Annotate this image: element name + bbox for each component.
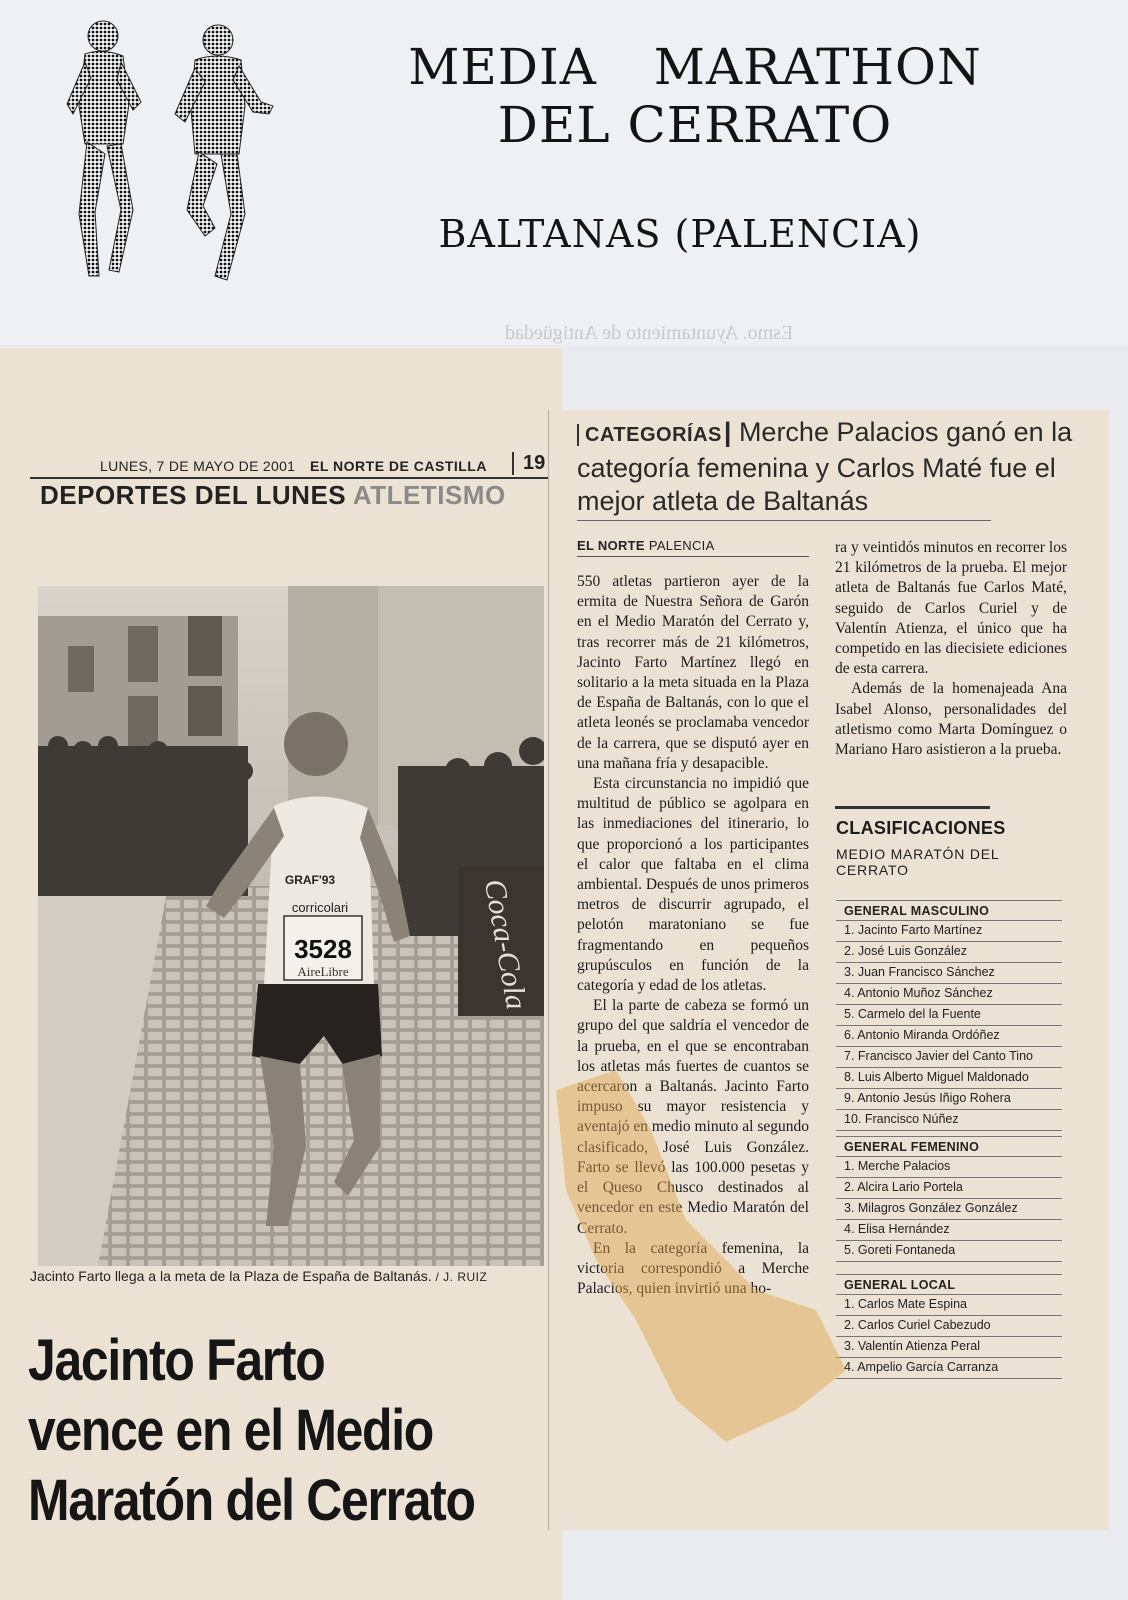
photo-caption (30, 1268, 487, 1284)
result-row: 9. Antonio Jesús Iñigo Rohera (836, 1089, 1062, 1110)
paragraph: En la categoría femenina, la victoria correspondió a Merche Palacios, quien invirtió una ho- (577, 1239, 809, 1298)
byline-city: PALENCIA (648, 538, 715, 553)
show-through-text: Esmo. Ayuntamiento de Antigüedad (505, 322, 794, 344)
header-sheet (0, 0, 1128, 345)
right-clipping (548, 410, 1109, 1530)
banner-text: Coca-Cola (477, 876, 534, 1013)
photo-credit: / J. RUIZ (435, 1270, 488, 1284)
caption-text: Jacinto Farto llega a la meta de la Plaza de España de Baltanás. (30, 1268, 432, 1284)
masthead-paper: EL NORTE DE CASTILLA (310, 458, 487, 474)
paragraph: Esta circunstancia no impidió que multitud de público se agolpara en las inmediaciones del itinerario, lo que proporcionó a los participantes el calor que faltaba en el clima ambiental. Después de unos primeros metros de discurrir agrupado, el pelotón maratoniano se fue fragmentando en pequeños grupúsculos en función de la categoría y edad de los atletas. (577, 775, 810, 995)
article-column-2 (835, 538, 1067, 760)
article-tag: CATEGORÍAS (577, 424, 722, 446)
masthead (100, 452, 550, 478)
result-row: 5. Carmelo del la Fuente (836, 1005, 1062, 1026)
result-row: 10. Francisco Núñez (836, 1110, 1062, 1131)
article-column-1 (577, 572, 809, 1299)
paragraph: El la parte de cabeza se formó un grupo del que saldría el vencedor de la prueba, en el que se encontraban los atletas más fuertes de cuantos se acercaron a Baltanás. Jacinto Farto impuso su mayor resistencia y aventajó en medio minuto al segundo clasificado, José Luis González. Farto se llevó las 100.000 pesetas y el Queso Chusco destinados al vencedor en este Medio Maratón del Cerrato. (577, 997, 810, 1237)
result-row: 8. Luis Alberto Miguel Maldonado (836, 1068, 1062, 1089)
result-row: 5. Goreti Fontaneda (836, 1241, 1062, 1262)
results-men-heading: GENERAL MASCULINO (836, 900, 1062, 921)
result-row: 2. Alcira Lario Portela (836, 1178, 1062, 1199)
results-title: CLASIFICACIONES (836, 818, 1006, 838)
headline (28, 1326, 484, 1536)
left-clipping (0, 348, 562, 1600)
result-row: 1. Carlos Mate Espina (836, 1295, 1062, 1316)
headline-line1: Jacinto Farto (28, 1328, 325, 1393)
result-row: 7. Francisco Javier del Canto Tino (836, 1047, 1062, 1068)
header-subtitle: BALTANAS (PALENCIA) (438, 212, 922, 256)
result-row: 1. Jacinto Farto Martínez (836, 921, 1062, 942)
result-row: 6. Antonio Miranda Ordóñez (836, 1026, 1062, 1047)
article-headline: Merche Palacios ganó en la categoría femenina y Carlos Maté fue el mejor atleta de Baltanás (577, 417, 1073, 516)
paragraph: 550 atletas partieron ayer de la ermita de Nuestra Señora de Garón en el Medio Maratón del Cerrato y, tras recorrer más de 21 kilómetros, Jacinto Farto Martínez llegó en solitario a la meta situada en la Plaza de España de Baltanás, con lo que el atleta leonés se proclamaba vencedor de la carrera, que se disputó ayer en una mañana fría y desapacible. (577, 573, 809, 772)
result-row: 4. Antonio Muñoz Sánchez (836, 984, 1062, 1005)
headline-line3: Maratón del Cerrato (28, 1468, 475, 1533)
section-label (40, 480, 506, 511)
masthead-page: 19 (512, 452, 545, 475)
runners-illustration (55, 14, 290, 294)
results-local (836, 1274, 1062, 1379)
result-row: 1. Merche Palacios (836, 1157, 1062, 1178)
results-rule (835, 806, 990, 809)
results-men (836, 900, 1062, 1131)
masthead-date: LUNES, 7 DE MAYO DE 2001 (100, 458, 296, 474)
results-women (836, 1136, 1062, 1262)
shirt-sponsor: corricolari (291, 900, 349, 915)
results-local-heading: GENERAL LOCAL (836, 1274, 1062, 1295)
results-women-heading: GENERAL FEMENINO (836, 1136, 1062, 1157)
section-name: DEPORTES DEL LUNES (40, 480, 347, 510)
header-title-line2: DEL CERRATO (497, 96, 893, 154)
section-topic: ATLETISMO (352, 480, 506, 510)
result-row: 2. Carlos Curiel Cabezudo (836, 1316, 1062, 1337)
result-row: 4. Ampelio García Carranza (836, 1358, 1062, 1379)
byline-paper: EL NORTE (577, 538, 645, 553)
paragraph: Además de la homenajeada Ana Isabel Alonso, personalidades del atletismo como Marta Domínguez o Mariano Haro asistieron a la prueba. (835, 680, 1067, 759)
article-head: CATEGORÍAS| Merche Palacios ganó en la categoría femenina y Carlos Maté fue el mejor atleta de Baltanás (577, 417, 1073, 516)
head-rule (577, 520, 991, 521)
header-title (380, 38, 1010, 154)
result-row: 2. José Luis González (836, 942, 1062, 963)
bib-number: 3528 (294, 934, 352, 964)
result-row: 3. Valentín Atienza Peral (836, 1337, 1062, 1358)
header-title-line1: MEDIA MARATHON (408, 38, 982, 96)
result-row: 3. Milagros González González (836, 1199, 1062, 1220)
results-subtitle: MEDIO MARATÓN DEL CERRATO (836, 846, 999, 878)
result-row: 4. Elisa Hernández (836, 1220, 1062, 1241)
bib-sponsor: AireLibre (297, 964, 349, 979)
byline-rule (577, 556, 809, 557)
headline-line2: vence en el Medio (28, 1398, 433, 1463)
shirt-text: GRAF'93 (284, 873, 336, 887)
paragraph: ra y veintidós minutos en recorrer los 21 kilómetros de la prueba. El mejor atleta de Baltanás fue Carlos Maté, seguido de Carlos Curiel y de Valentín Atienza, el único que ha competido en las diecisiete ediciones de esta carrera. (835, 539, 1067, 678)
result-row: 3. Juan Francisco Sánchez (836, 963, 1062, 984)
byline (577, 538, 715, 553)
masthead-rule (30, 477, 550, 479)
race-photo (38, 586, 544, 1266)
